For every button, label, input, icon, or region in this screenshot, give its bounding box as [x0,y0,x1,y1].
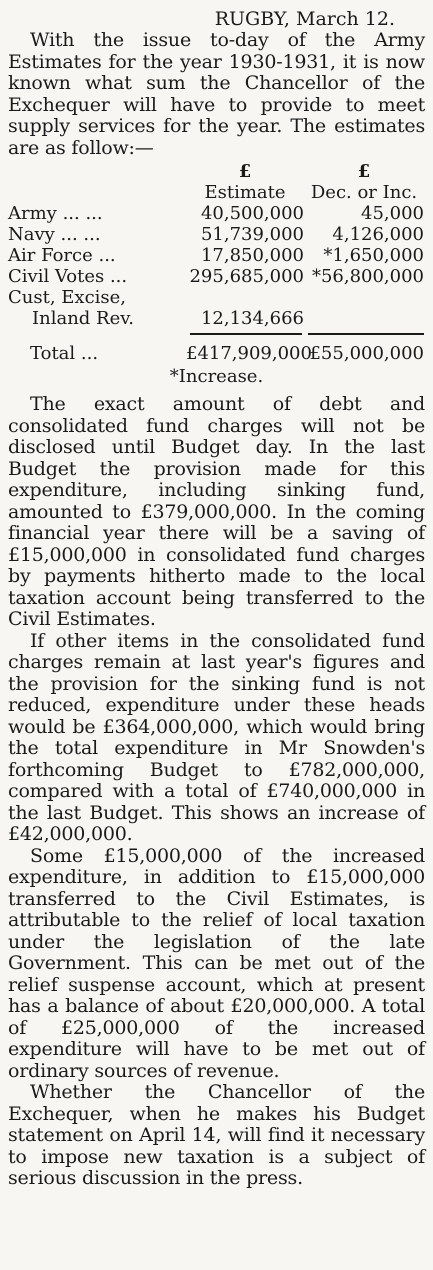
estimates-table [8,161,425,388]
row-estimate: 295,685,000 [189,266,304,287]
header-estimate: Estimate [204,182,286,203]
row-change: *56,800,000 [311,266,424,287]
row-estimate: 51,739,000 [200,224,304,245]
currency-change: £ [357,161,371,182]
row-estimate: 17,850,000 [200,245,304,266]
body-paragraph: If other items in the consolidated fund charges remain at last year's figures and the provision for the sinking fund is not reduced, expenditure under these heads would be £364,000,000, which would bring the total expenditure in Mr Snowden's forthcoming Budget to £782,000,000, compared with a total of £740,000,000 in the last Budget. This shows an increase of £42,000,000. [8,629,425,845]
row-label: Civil Votes ... [8,266,128,287]
body-paragraph: The exact amount of debt and consolidated fund charges will not be disclosed until Budget day. In the last Budget the provision made for this expenditure, including sinking fund, amounted to £379,000,000. In the coming financial year there will be a saving of £15,000,000 in consolidated fund charges by payments hitherto made to the local taxation account being transferred to the Civil Estimates. [8,393,425,630]
total-label: Total ... [30,343,99,364]
table-row [8,245,425,266]
footnote: *Increase. [169,366,264,387]
row-label: Air Force ... [8,245,116,266]
row-change: 45,000 [361,203,424,224]
total-change: £55,000,000 [309,343,424,364]
total-row [8,343,425,364]
customs-estimate: 12,134,666 [200,308,304,329]
customs-label-line2: Inland Rev. [32,308,134,329]
table-row [8,203,425,224]
currency-estimate: £ [238,161,252,182]
total-estimate: £417,909,000 [186,343,312,364]
customs-row-line1 [8,287,425,308]
total-rule-change [308,333,424,335]
table-row [8,224,425,245]
total-rules [8,333,425,335]
row-estimate: 40,500,000 [200,203,304,224]
body-paragraph: Some £15,000,000 of the increased expenditure, in addition to £15,000,000 transferred to the Civil Estimates, is attributable to the relief of local taxation under the legislation of the late Government. This can be met out of the relief suspense account, which at present has a balance of about £20,000,000. A total of £25,000,000 of the increased expenditure will have to be met out of ordinary sources of revenue. [8,844,425,1082]
customs-row-line2 [8,308,425,329]
intro-paragraph: With the issue to-day of the Army Estimates for the year 1930-1931, it is now known what sum the Chancellor of the Exchequer will have to provide to meet supply services for the year. The estimates are as follow:— [8,29,425,159]
header-row [8,182,425,203]
header-change: Dec. or Inc. [310,182,418,203]
row-label: Navy ... ... [8,224,101,245]
body-paragraph: Whether the Chancellor of the Exchequer, when he makes his Budget statement on April 14, will find it necessary to impose new taxation is a subject of serious discussion in the press. [8,1081,425,1189]
row-change: 4,126,000 [332,224,424,245]
total-rule-estimate [190,333,302,335]
dateline: RUGBY, March 12. [214,8,395,30]
row-change: *1,650,000 [323,245,424,266]
currency-row [8,161,425,182]
customs-label-line1: Cust, Excise, [8,287,127,308]
row-label: Army ... ... [8,203,103,224]
table-row [8,266,425,287]
